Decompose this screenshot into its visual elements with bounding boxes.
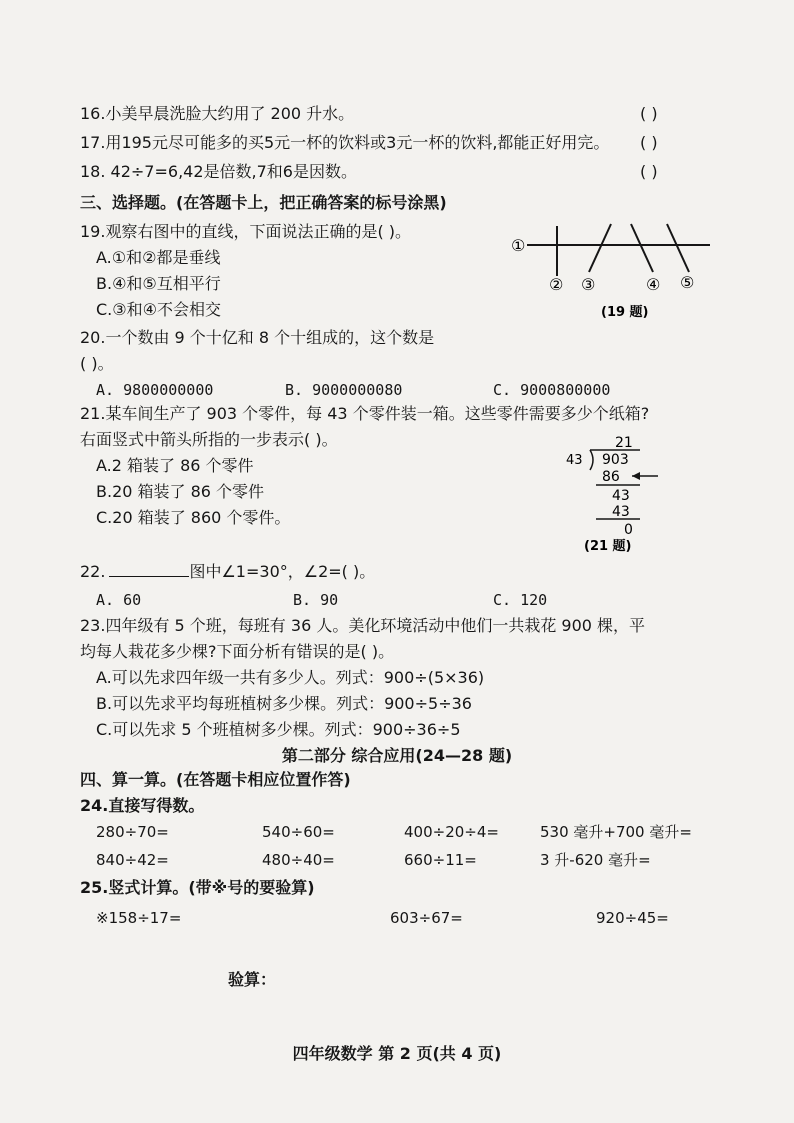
question-19-option-c: C.③和④不会相交: [96, 300, 221, 319]
question-23-stem-2: 均每人栽花多少棵?下面分析有错误的是( )。: [80, 642, 395, 661]
division-quotient: 21: [615, 435, 633, 451]
part-2-title: 第二部分 综合应用(24—28 题): [281, 746, 513, 765]
lines-figure-19: [505, 218, 720, 328]
line-label-3: ③: [581, 275, 596, 294]
question-22-stem: [80, 562, 375, 582]
calc-25-3: 920÷45=: [596, 909, 669, 927]
question-20-paren: ( )。: [80, 354, 114, 373]
division-dividend: 903: [602, 452, 629, 468]
question-21-option-b: B.20 箱装了 86 个零件: [96, 482, 265, 501]
division-step-43a: 43: [612, 488, 630, 504]
question-19-stem: 19.观察右图中的直线，下面说法正确的是( )。: [80, 222, 412, 241]
question-18: 18. 42÷7=6,42是倍数,7和6是因数。: [80, 162, 357, 181]
question-19-option-b: B.④和⑤互相平行: [96, 274, 221, 293]
question-21-stem-1: 21.某车间生产了 903 个零件，每 43 个零件装一箱。这些零件需要多少个纸箱?: [80, 404, 650, 423]
caption-21: (21 题): [584, 539, 632, 552]
question-22-text: 图中∠1=30°，∠2=( )。: [189, 562, 376, 581]
question-21-option-c: C.20 箱装了 860 个零件。: [96, 508, 291, 527]
calc-24-7: 660÷11=: [404, 851, 477, 869]
question-21-option-a: A.2 箱装了 86 个零件: [96, 456, 254, 475]
question-21-stem-2: 右面竖式中箭头所指的一步表示( )。: [80, 430, 338, 449]
line-label-1: ①: [511, 236, 526, 255]
question-23-option-b: B.可以先求平均每班植树多少棵。列式：900÷5÷36: [96, 694, 472, 713]
question-20-option-c: C. 9000800000: [493, 381, 611, 399]
question-23-option-c: C.可以先求 5 个班植树多少棵。列式：900÷36÷5: [96, 720, 461, 739]
division-step-43b: 43: [612, 504, 630, 520]
division-remainder: 0: [624, 522, 633, 538]
calc-24-8: 3 升-620 毫升=: [540, 851, 651, 869]
calc-24-1: 280÷70=: [96, 823, 169, 841]
line-label-4: ④: [646, 275, 661, 294]
calc-25-2: 603÷67=: [390, 909, 463, 927]
check-label: 验算：: [228, 970, 277, 989]
long-division-figure-21: [560, 430, 670, 552]
question-22-option-c: C. 120: [493, 591, 548, 609]
page-footer: 四年级数学 第 2 页(共 4 页): [292, 1044, 502, 1063]
caption-19: (19 题): [601, 305, 649, 320]
question-23-option-a: A.可以先求四年级一共有多少人。列式：900÷(5×36): [96, 668, 485, 687]
calc-24-2: 540÷60=: [262, 823, 335, 841]
question-22-blank: [109, 562, 189, 577]
question-20-option-b: B. 9000000080: [285, 381, 403, 399]
question-16: 16.小美早晨洗脸大约用了 200 升水。: [80, 104, 355, 123]
calc-25-1: ※158÷17=: [96, 909, 182, 927]
division-step-86: 86: [602, 469, 620, 485]
question-22-number: 22.: [80, 562, 106, 581]
question-17: 17.用195元尽可能多的买5元一杯的饮料或3元一杯的饮料,都能正好用完。: [80, 133, 610, 152]
question-23-stem-1: 23.四年级有 5 个班，每班有 36 人。美化环境活动中他们一共栽花 900 棵，平: [80, 616, 646, 635]
calc-24-4: 530 毫升+700 毫升=: [540, 823, 692, 841]
division-divisor: 43: [566, 453, 583, 468]
line-label-2: ②: [549, 275, 564, 294]
question-24-title: 24.直接写得数。: [80, 796, 205, 815]
question-20-stem: 20.一个数由 9 个十亿和 8 个十组成的，这个数是: [80, 328, 435, 347]
calc-24-3: 400÷20÷4=: [404, 823, 499, 841]
answer-paren-18: ( ): [640, 162, 658, 181]
section-3-title: 三、选择题。(在答题卡上，把正确答案的标号涂黑): [80, 193, 447, 212]
calc-24-5: 840÷42=: [96, 851, 169, 869]
calc-24-6: 480÷40=: [262, 851, 335, 869]
answer-paren-16: ( ): [640, 104, 658, 123]
question-19-option-a: A.①和②都是垂线: [96, 248, 221, 267]
line-label-5: ⑤: [680, 273, 695, 292]
question-22-option-b: B. 90: [293, 591, 339, 609]
question-20-option-a: A. 9800000000: [96, 381, 214, 399]
answer-paren-17: ( ): [640, 133, 658, 152]
section-4-title: 四、算一算。(在答题卡相应位置作答): [80, 770, 351, 789]
question-22-option-a: A. 60: [96, 591, 142, 609]
question-25-title: 25.竖式计算。(带※号的要验算): [80, 878, 315, 897]
